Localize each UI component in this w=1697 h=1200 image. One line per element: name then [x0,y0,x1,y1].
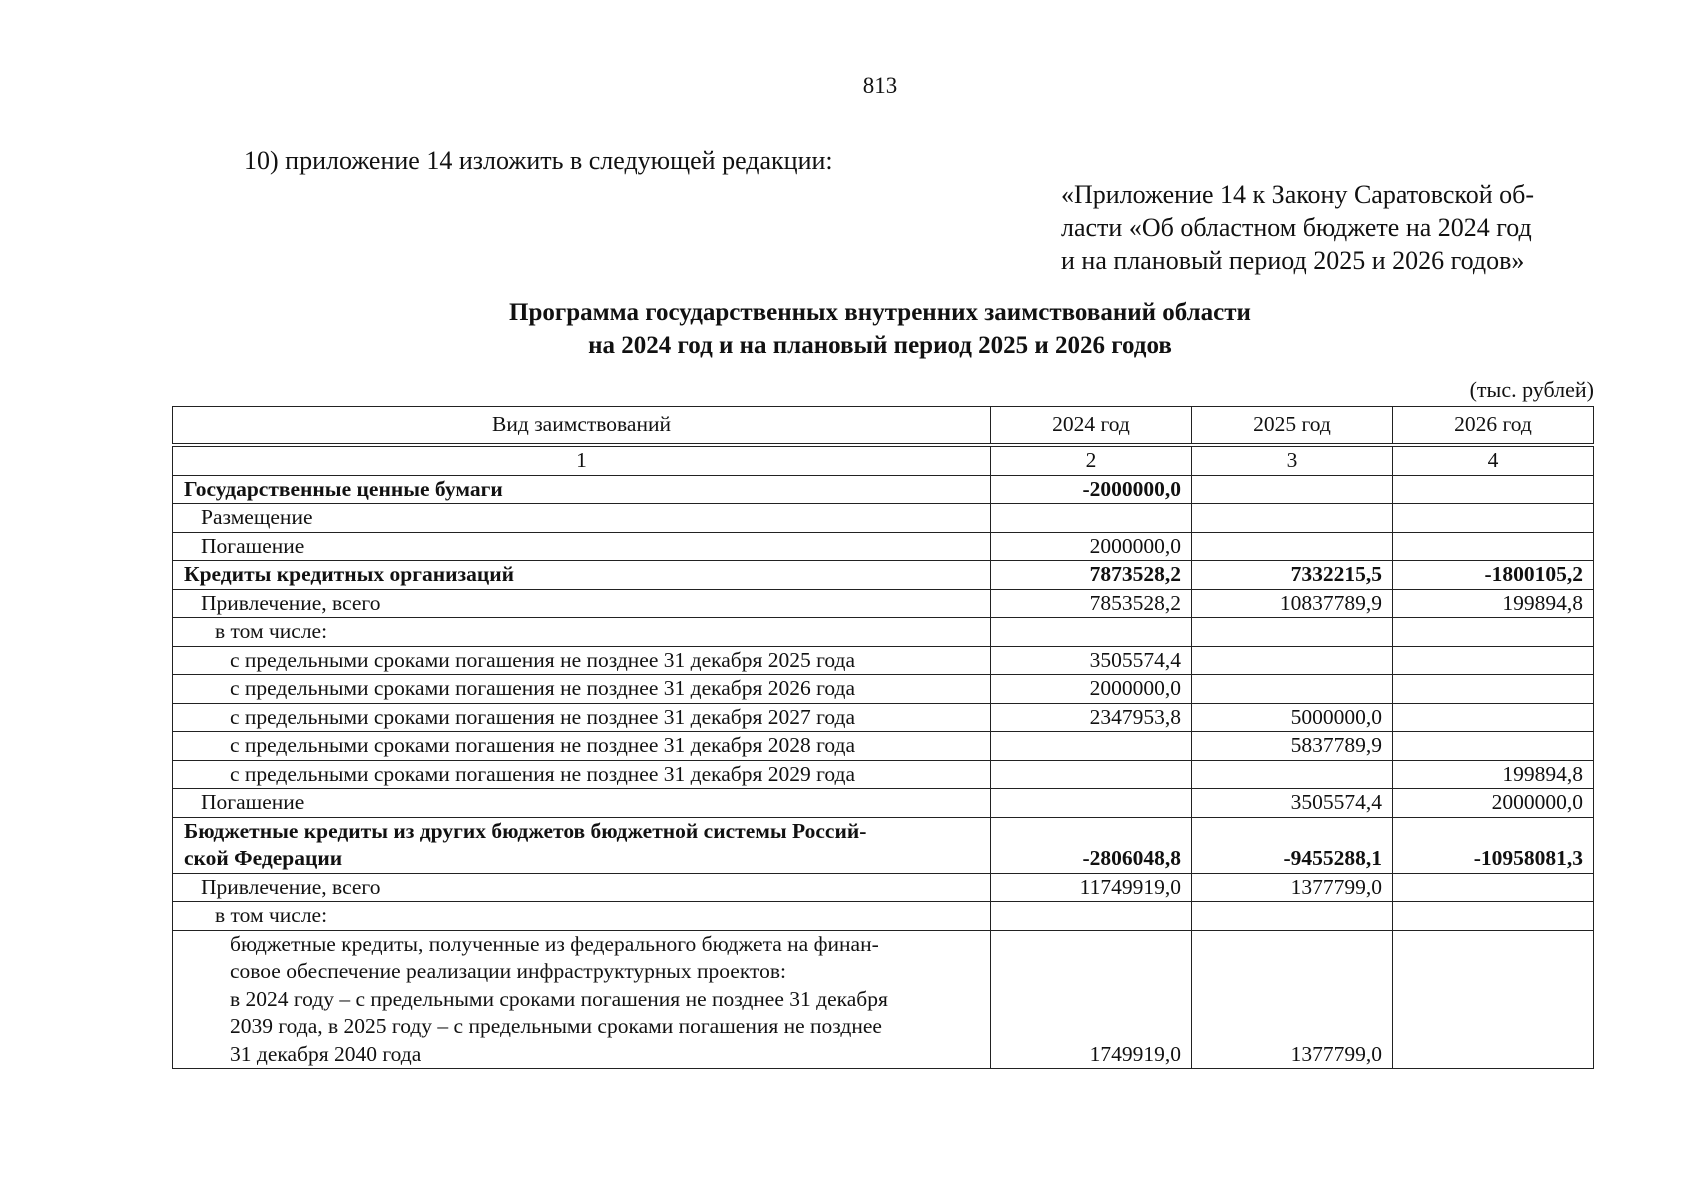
page-number: 813 [862,73,898,98]
row-label-line: в 2024 году – с предельными сроками погашения не позднее 31 декабря [230,986,888,1011]
header-cell-2025: 2025 год [1192,407,1393,444]
row-label-line: Бюджетные кредиты из других бюджетов бюджетной системы Россий- [184,818,867,843]
table-row [173,646,1594,675]
value-cell-2025 [1192,902,1393,931]
value-cell-2026 [1393,873,1594,902]
value-cell-2024: 7853528,2 [991,589,1192,618]
row-label-line: Привлечение, всего [201,590,381,615]
document-title [170,296,1590,362]
value-cell-2025 [1192,760,1393,789]
table-row [173,618,1594,647]
value-cell-2025 [1192,646,1393,675]
table-row [173,532,1594,561]
row-label-line: с предельными сроками погашения не позднее 31 декабря 2029 года [230,761,856,786]
value-cell-2026 [1393,703,1594,732]
row-label-cell [173,873,991,902]
value-cell-2025 [1192,618,1393,647]
row-label-cell [173,902,991,931]
value-cell-2024: 7873528,2 [991,561,1192,590]
header-row [173,407,1594,444]
value-cell-2024: 11749919,0 [991,873,1192,902]
row-label-line: Кредиты кредитных организаций [184,562,515,586]
row-label-cell [173,618,991,647]
value-cell-2024 [991,789,1192,818]
row-label-line: с предельными сроками погашения не позднее 31 декабря 2027 года [230,704,856,729]
row-label-cell [173,504,991,533]
table-row [173,475,1594,504]
value-cell-2025: -9455288,1 [1192,817,1393,873]
row-label-cell [173,532,991,561]
row-label-line: Привлечение, всего [201,874,381,899]
table-row [173,930,1594,1069]
value-cell-2026 [1393,646,1594,675]
row-label-line: с предельными сроками погашения не позднее 31 декабря 2025 года [230,647,856,672]
appendix-note-line: и на плановый период 2025 и 2026 годов» [1061,246,1525,275]
row-label-line: Погашение [201,533,305,558]
value-cell-2025 [1192,504,1393,533]
column-index-cell: 4 [1393,447,1594,476]
value-cell-2026 [1393,504,1594,533]
row-label-line: в том числе: [215,619,328,643]
value-cell-2024 [991,902,1192,931]
table-row [173,504,1594,533]
table-row [173,703,1594,732]
table-row [173,589,1594,618]
row-label-cell [173,930,991,1069]
value-cell-2025: 5000000,0 [1192,703,1393,732]
value-cell-2024: 3505574,4 [991,646,1192,675]
row-label-line: 31 декабря 2040 года [230,1041,422,1066]
value-cell-2026 [1393,475,1594,504]
value-cell-2026 [1393,618,1594,647]
value-cell-2024: -2806048,8 [991,817,1192,873]
row-label-line: Погашение [201,790,305,814]
value-cell-2026: -10958081,3 [1393,817,1594,873]
row-label-cell [173,760,991,789]
row-label-cell [173,646,991,675]
table-header [172,406,1594,444]
appendix-note-line: ласти «Об областном бюджете на 2024 год [1061,213,1532,242]
value-cell-2024 [991,732,1192,761]
row-label-cell [173,817,991,873]
column-index-cell: 1 [173,447,991,476]
row-label-cell [173,789,991,818]
intro-paragraph: 10) приложение 14 изложить в следующей редакции: [244,146,833,175]
value-cell-2024: -2000000,0 [991,475,1192,504]
value-cell-2026: -1800105,2 [1393,561,1594,590]
value-cell-2024 [991,504,1192,533]
value-cell-2026: 199894,8 [1393,589,1594,618]
value-cell-2024: 2347953,8 [991,703,1192,732]
value-cell-2026 [1393,930,1594,1069]
value-cell-2024 [991,760,1192,789]
value-cell-2025: 10837789,9 [1192,589,1393,618]
value-cell-2026: 2000000,0 [1393,789,1594,818]
document-title-line: на 2024 год и на плановый период 2025 и 2026 годов [588,332,1172,359]
row-label-cell [173,675,991,704]
table-row [173,732,1594,761]
value-cell-2024: 1749919,0 [991,930,1192,1069]
table-row [173,760,1594,789]
row-label-line: с предельными сроками погашения не позднее 31 декабря 2026 года [230,676,856,700]
appendix-note-line: «Приложение 14 к Закону Саратовской об- [1061,180,1535,209]
header-cell-type: Вид заимствований [173,407,991,444]
table-row [173,789,1594,818]
row-label-cell [173,561,991,590]
value-cell-2025 [1192,475,1393,504]
value-cell-2025: 7332215,5 [1192,561,1393,590]
column-index-row [173,447,1594,476]
value-cell-2026 [1393,532,1594,561]
row-label-line: с предельными сроками погашения не позднее 31 декабря 2028 года [230,733,856,757]
value-cell-2025: 5837789,9 [1192,732,1393,761]
header-cell-2026: 2026 год [1393,407,1594,444]
value-cell-2025: 3505574,4 [1192,789,1393,818]
borrowing-table [172,446,1594,1069]
table-row [173,675,1594,704]
table-row [173,873,1594,902]
value-cell-2025 [1192,675,1393,704]
row-label-line: 2039 года, в 2025 году – с предельными сроками погашения не позднее [230,1014,882,1038]
units-label: (тыс. рублей) [1469,377,1594,402]
table-row [173,561,1594,590]
row-label-line: Размещение [201,505,313,529]
value-cell-2026: 199894,8 [1393,760,1594,789]
row-label-line: совое обеспечение реализации инфраструктурных проектов: [230,959,786,983]
header-cell-2024: 2024 год [991,407,1192,444]
table-row [173,817,1594,873]
value-cell-2025: 1377799,0 [1192,930,1393,1069]
value-cell-2026 [1393,902,1594,931]
column-index-cell: 3 [1192,447,1393,476]
borrowing-table-body [173,447,1594,1069]
value-cell-2026 [1393,732,1594,761]
value-cell-2026 [1393,675,1594,704]
value-cell-2024: 2000000,0 [991,532,1192,561]
row-label-line: в том числе: [215,903,328,927]
row-label-cell [173,475,991,504]
value-cell-2025 [1192,532,1393,561]
row-label-line: ской Федерации [184,846,343,870]
document-title-line: Программа государственных внутренних заимствований области [509,299,1251,326]
appendix-note [1061,178,1601,277]
row-label-line: Государственные ценные бумаги [184,476,503,501]
row-label-cell [173,732,991,761]
row-label-cell [173,589,991,618]
table-row [173,902,1594,931]
column-index-cell: 2 [991,447,1192,476]
value-cell-2024: 2000000,0 [991,675,1192,704]
value-cell-2024 [991,618,1192,647]
row-label-cell [173,703,991,732]
value-cell-2025: 1377799,0 [1192,873,1393,902]
row-label-line: бюджетные кредиты, полученные из федерального бюджета на финан- [230,931,879,956]
